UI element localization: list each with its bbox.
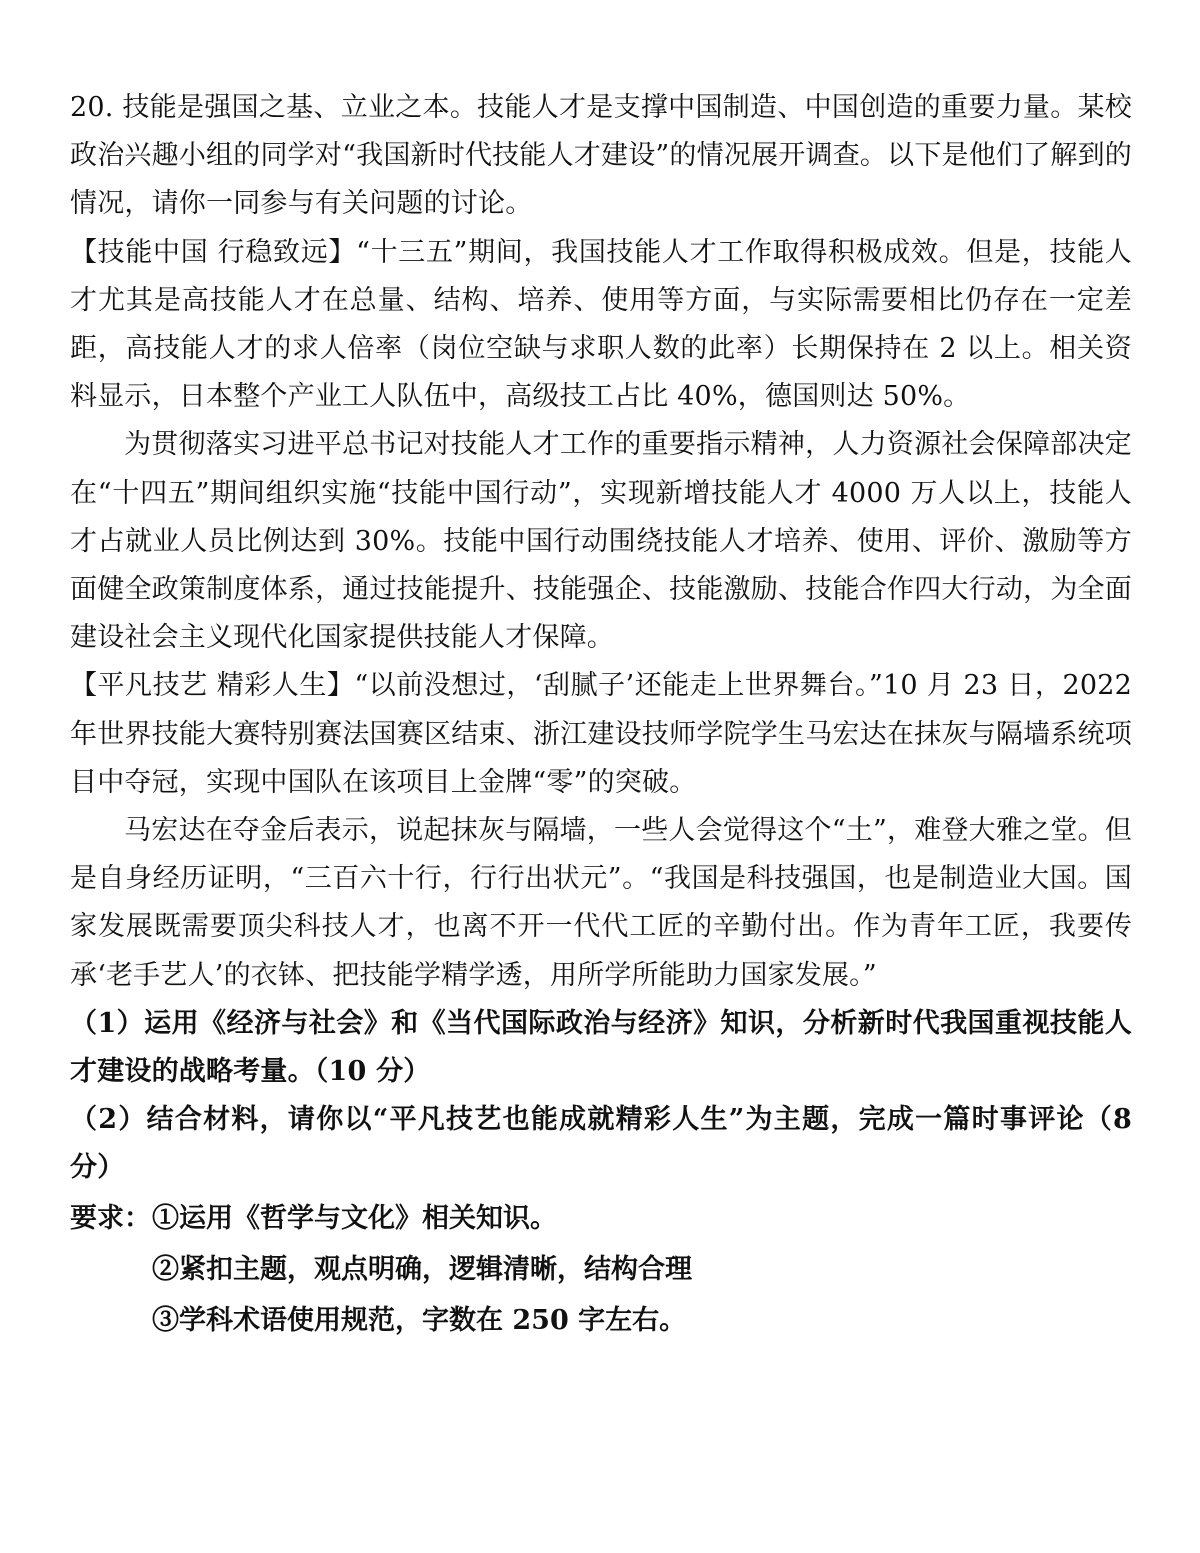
material-2-paragraph-1: 【平凡技艺 精彩人生】“以前没想过，‘刮腻子’还能走上世界舞台。”10 月 23 日，2022 年世界技能大赛特别赛法国赛区结束、浙江建设技师学院学生马宏达在抹灰与隔墙系统项目中夺冠，实现中国队在该项目上金牌“零”的突破。 (70, 670, 1132, 798)
requirement-item: ③学科术语使用规范，字数在 250 字左右。 (152, 1304, 687, 1336)
sub-question-2: （2）结合材料，请你以“平凡技艺也能成就精彩人生”为主题，完成一篇时事评论（8 分） (70, 1104, 1132, 1184)
exam-question-page (70, 84, 1132, 1346)
requirements (70, 1193, 1132, 1346)
sub-question-1: （1）运用《经济与社会》和《当代国际政治与经济》知识，分析新时代我国重视技能人才建设的战略考量。（10 分） (70, 1007, 1132, 1088)
question-intro: 20. 技能是强国之基、立业之本。技能人才是支撑中国制造、中国创造的重要力量。某校政治兴趣小组的同学对“我国新时代技能人才建设”的情况展开调查。以下是他们了解到的情况，请你一同参与有关问题的讨论。 (70, 92, 1132, 220)
requirement-item: ②紧扣主题，观点明确，逻辑清晰，结构合理 (152, 1253, 692, 1285)
requirements-label: 要求： (70, 1202, 151, 1234)
requirement-item: ①运用《哲学与文化》相关知识。 (152, 1202, 557, 1234)
material-1-paragraph-2: 为贯彻落实习进平总书记对技能人才工作的重要指示精神，人力资源社会保障部决定在“十四五”期间组织实施“技能中国行动”，实现新增技能人才 4000 万人以上，技能人才占就业人员比例达到 30%。技能中国行动围绕技能人才培养、使用、评价、激励等方面健全政策制度体系，通过技能提升、技能强企、技能激励、技能合作四大行动，为全面建设社会主义现代化国家提供技能人才保障。 (70, 429, 1132, 654)
requirements-list (152, 1193, 692, 1346)
material-2-paragraph-2: 马宏达在夺金后表示，说起抹灰与隔墙，一些人会觉得这个“土”，难登大雅之堂。但是自身经历证明，“三百六十行，行行出状元”。“我国是科技强国，也是制造业大国。国家发展既需要顶尖科技人才，也离不开一代代工匠的辛勤付出。作为青年工匠，我要传承‘老手艺人’的衣钵、把技能学精学透，用所学所能助力国家发展。” (70, 815, 1132, 991)
material-1-paragraph-1: 【技能中国 行稳致远】“十三五”期间，我国技能人才工作取得积极成效。但是，技能人才尤其是高技能人才在总量、结构、培养、使用等方面，与实际需要相比仍存在一定差距，高技能人才的求人倍率（岗位空缺与求职人数的此率）长期保持在 2 以上。相关资料显示，日本整个产业工人队伍中，高级技工占比 40%，德国则达 50%。 (70, 236, 1132, 413)
